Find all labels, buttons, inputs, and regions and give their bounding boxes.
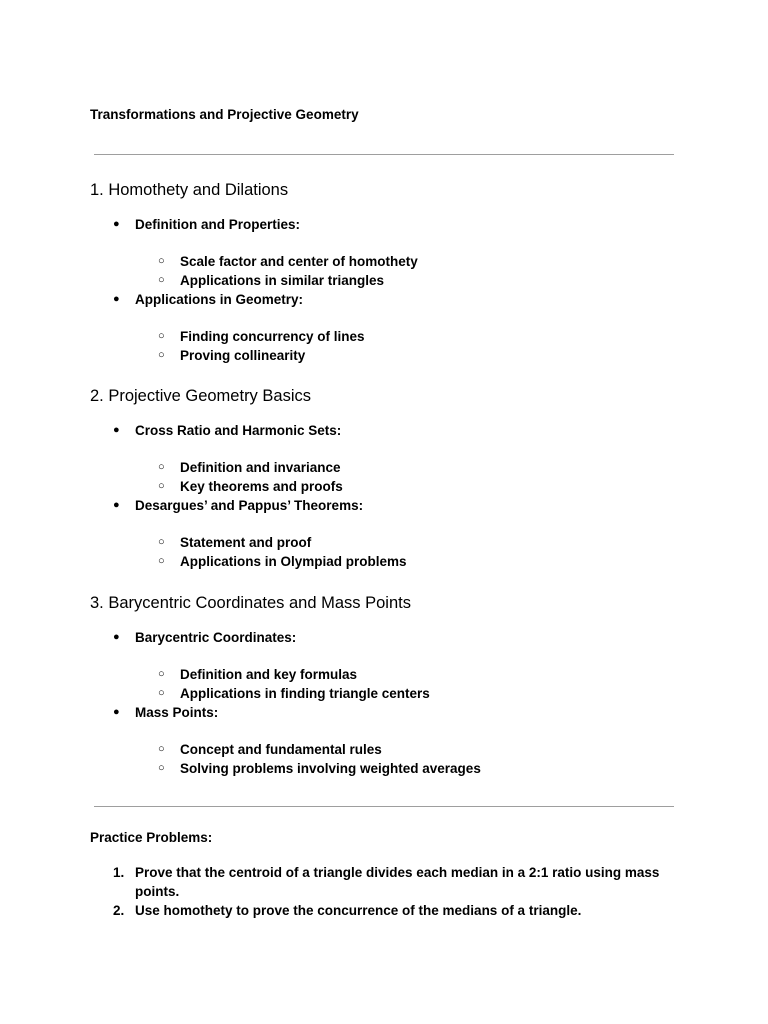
horizontal-divider [94, 806, 674, 807]
bullet-icon: ● [113, 218, 120, 230]
list-item-label: Applications in Geometry: [135, 292, 304, 307]
sub-list-item [90, 665, 690, 684]
section-heading: 1. Homothety and Dilations [90, 181, 289, 199]
list-item-label: Mass Points: [135, 705, 219, 720]
list-item [90, 421, 690, 496]
hollow-bullet-icon: ○ [158, 687, 165, 699]
sub-list-item-label: Scale factor and center of homothety [180, 254, 418, 269]
sub-list-item [90, 759, 690, 778]
problem-text: Use homothety to prove the concurrence of the medians of a triangle. [135, 903, 582, 918]
sub-list-item-label: Finding concurrency of lines [180, 329, 365, 344]
hollow-bullet-icon: ○ [158, 461, 165, 473]
problem-item [90, 901, 680, 920]
bullet-icon: ● [113, 499, 120, 511]
bullet-list [90, 421, 690, 571]
list-item-label: Barycentric Coordinates: [135, 630, 297, 645]
sub-list-item [90, 740, 690, 759]
sub-list-item-label: Definition and invariance [180, 460, 341, 475]
hollow-bullet-icon: ○ [158, 743, 165, 755]
section-projective-geometry [90, 385, 690, 571]
hollow-bullet-icon: ○ [158, 274, 165, 286]
hollow-bullet-icon: ○ [158, 480, 165, 492]
sub-list-item [90, 271, 690, 290]
bullet-icon: ● [113, 424, 120, 436]
sub-list [135, 234, 690, 290]
horizontal-divider [94, 154, 674, 155]
list-item-label: Definition and Properties: [135, 217, 301, 232]
sub-list-item-label: Definition and key formulas [180, 667, 358, 682]
problem-item [90, 863, 680, 901]
sub-list-item [90, 458, 690, 477]
sub-list [135, 515, 690, 571]
sub-list-item [90, 477, 690, 496]
sub-list [135, 440, 690, 496]
sub-list-item [90, 346, 690, 365]
problem-number: 2. [113, 903, 125, 918]
sub-list-item-label: Applications in finding triangle centers [180, 686, 430, 701]
sub-list-item-label: Applications in Olympiad problems [180, 554, 407, 569]
problem-text: Prove that the centroid of a triangle divides each median in a 2:1 ratio using mass points. [135, 865, 660, 899]
hollow-bullet-icon: ○ [158, 349, 165, 361]
sub-list-item [90, 552, 690, 571]
bullet-icon: ● [113, 293, 120, 305]
sub-list-item-label: Concept and fundamental rules [180, 742, 382, 757]
sub-list [135, 647, 690, 703]
sub-list-item-label: Key theorems and proofs [180, 479, 343, 494]
sub-list-item-label: Applications in similar triangles [180, 273, 385, 288]
list-item [90, 496, 690, 571]
hollow-bullet-icon: ○ [158, 668, 165, 680]
list-item [90, 628, 690, 703]
sub-list-item-label: Statement and proof [180, 535, 312, 550]
sub-list-item [90, 684, 690, 703]
problem-number: 1. [113, 865, 125, 880]
section-heading: 3. Barycentric Coordinates and Mass Points [90, 594, 411, 612]
hollow-bullet-icon: ○ [158, 762, 165, 774]
hollow-bullet-icon: ○ [158, 330, 165, 342]
section-heading: 2. Projective Geometry Basics [90, 387, 311, 405]
section-homothety [90, 179, 690, 365]
practice-problems-title: Practice Problems: [90, 830, 213, 845]
document-title: Transformations and Projective Geometry [90, 107, 359, 122]
sub-list-item [90, 252, 690, 271]
bullet-icon: ● [113, 706, 120, 718]
sub-list-item [90, 533, 690, 552]
sub-list [135, 722, 690, 778]
hollow-bullet-icon: ○ [158, 255, 165, 267]
list-item [90, 703, 690, 778]
list-item [90, 290, 690, 365]
sub-list-item-label: Solving problems involving weighted averages [180, 761, 481, 776]
bullet-list [90, 215, 690, 365]
hollow-bullet-icon: ○ [158, 555, 165, 567]
list-item-label: Desargues’ and Pappus’ Theorems: [135, 498, 364, 513]
section-barycentric [90, 592, 690, 778]
practice-problems-list [90, 863, 680, 920]
list-item-label: Cross Ratio and Harmonic Sets: [135, 423, 342, 438]
sub-list [135, 309, 690, 365]
sub-list-item [90, 327, 690, 346]
bullet-icon: ● [113, 631, 120, 643]
sub-list-item-label: Proving collinearity [180, 348, 306, 363]
hollow-bullet-icon: ○ [158, 536, 165, 548]
list-item [90, 215, 690, 290]
bullet-list [90, 628, 690, 778]
